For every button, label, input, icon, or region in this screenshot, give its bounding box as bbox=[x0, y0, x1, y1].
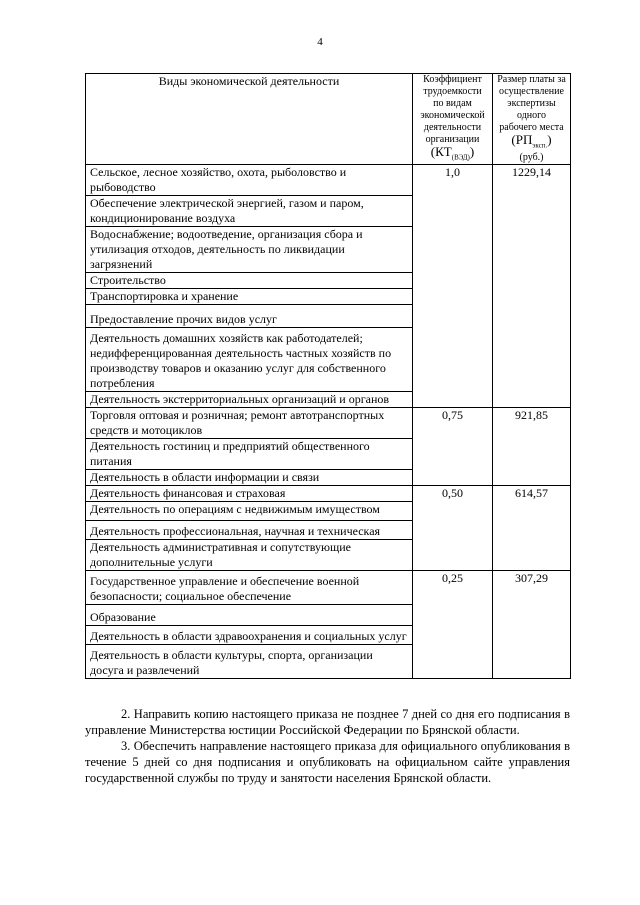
activity-cell: Деятельность профессиональная, научная и техническая bbox=[86, 521, 413, 540]
header-price-close: ) bbox=[547, 132, 552, 147]
header-price-subscript: эксп. bbox=[532, 141, 548, 150]
header-coefficient-text: Коэффициент трудоемкости по видам экономической деятельности организации bbox=[420, 74, 485, 145]
activity-cell: Деятельность административная и сопутствующие дополнительные услуги bbox=[86, 540, 413, 571]
header-price-unit: (руб.) bbox=[519, 151, 544, 163]
activity-cell: Деятельность в области культуры, спорта, организации досуга и развлечений bbox=[86, 645, 413, 679]
header-coefficient-subscript: (ВЭД) bbox=[451, 153, 470, 162]
activity-cell: Деятельность в области информации и связи bbox=[86, 470, 413, 486]
table-row bbox=[86, 571, 571, 605]
header-coefficient-symbol: (КТ bbox=[430, 144, 452, 159]
table-row bbox=[86, 165, 571, 196]
activity-cell: Предоставление прочих видов услуг bbox=[86, 305, 413, 328]
header-price-symbol: (РП bbox=[511, 132, 533, 147]
table-row bbox=[86, 408, 571, 439]
activity-cell: Деятельность гостиниц и предприятий общественного питания bbox=[86, 439, 413, 470]
coefficient-cell: 0,25 bbox=[413, 571, 493, 679]
order-text bbox=[85, 706, 570, 786]
activity-cell: Деятельность экстерриториальных организаций и органов bbox=[86, 392, 413, 408]
header-price-text: Размер платы за осуществление экспертизы одного рабочего места bbox=[497, 74, 566, 133]
table-header-row bbox=[86, 74, 571, 165]
activity-cell: Государственное управление и обеспечение военной безопасности; социальное обеспечение bbox=[86, 571, 413, 605]
payment-table bbox=[85, 73, 571, 679]
coefficient-cell: 1,0 bbox=[413, 165, 493, 408]
activity-cell: Обеспечение электрической энергией, газом и паром, кондиционирование воздуха bbox=[86, 196, 413, 227]
header-coefficient-close: ) bbox=[469, 144, 475, 159]
header-price bbox=[493, 74, 571, 165]
table-row bbox=[86, 486, 571, 502]
activity-cell: Транспортировка и хранение bbox=[86, 289, 413, 305]
paragraph-2: 2. Направить копию настоящего приказа не позднее 7 дней со дня его подписания в управление Министерства юстиции Российской Федерации по Брянской области. bbox=[85, 707, 570, 737]
activity-cell: Водоснабжение; водоотведение, организация сбора и утилизация отходов, деятельность по ликвидации загрязнений bbox=[86, 227, 413, 273]
header-coefficient bbox=[413, 74, 493, 165]
price-cell: 1229,14 bbox=[493, 165, 571, 408]
activity-cell: Деятельность по операциям с недвижимым имуществом bbox=[86, 502, 413, 521]
price-cell: 307,29 bbox=[493, 571, 571, 679]
activity-cell: Деятельность в области здравоохранения и социальных услуг bbox=[86, 626, 413, 645]
coefficient-cell: 0,50 bbox=[413, 486, 493, 571]
activity-cell: Сельское, лесное хозяйство, охота, рыболовство и рыбоводство bbox=[86, 165, 413, 196]
activity-cell: Строительство bbox=[86, 273, 413, 289]
price-cell: 614,57 bbox=[493, 486, 571, 571]
coefficient-cell: 0,75 bbox=[413, 408, 493, 486]
activity-cell: Образование bbox=[86, 605, 413, 626]
paragraph-3: 3. Обеспечить направление настоящего приказа для официального опубликования в течение 5 дней со дня подписания и опубликовать на официальном сайте управления государственной службы по труду и занятости населения Брянской области. bbox=[85, 739, 570, 785]
activity-cell: Деятельность финансовая и страховая bbox=[86, 486, 413, 502]
price-cell: 921,85 bbox=[493, 408, 571, 486]
header-activity-kind: Виды экономической деятельности bbox=[86, 74, 413, 165]
activity-cell: Торговля оптовая и розничная; ремонт автотранспортных средств и мотоциклов bbox=[86, 408, 413, 439]
activity-cell: Деятельность домашних хозяйств как работодателей; недифференцированная деятельность частных хозяйств по производству товаров и оказанию услуг для собственного потребления bbox=[86, 328, 413, 392]
page-number: 4 bbox=[317, 36, 323, 48]
